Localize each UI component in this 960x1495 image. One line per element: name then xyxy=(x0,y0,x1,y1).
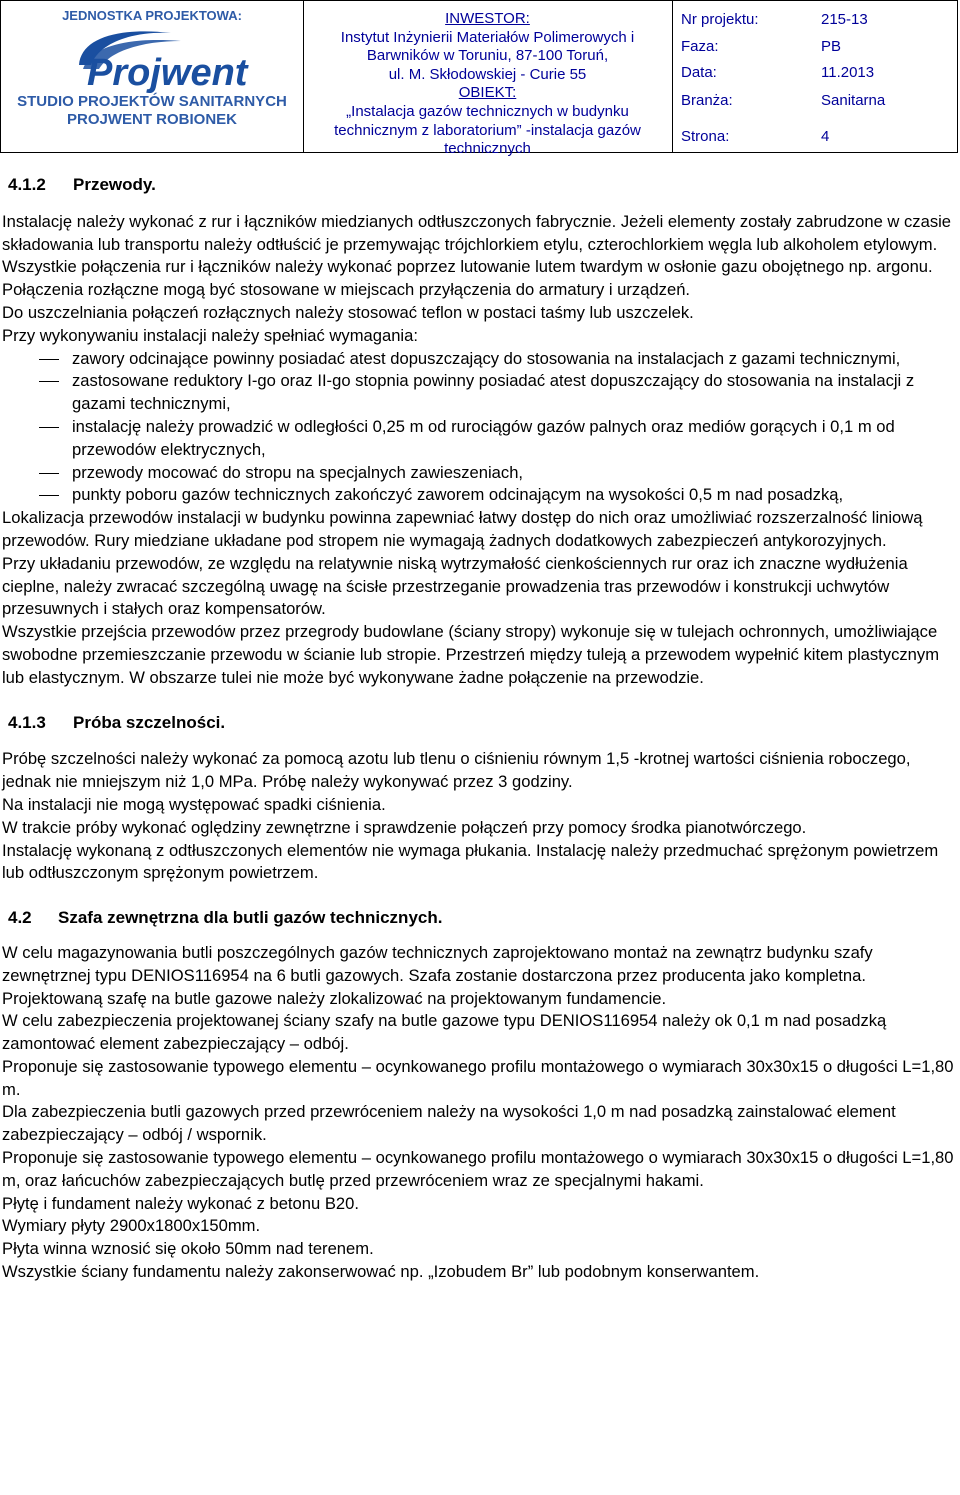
paragraph: Dla zabezpieczenia butli gazowych przed przewróceniem należy na wysokości 1,0 m nad posadzką zainstalować element zabezpieczający – odbój / wspornik. xyxy=(2,1102,896,1145)
dash-bullet xyxy=(2,416,72,462)
dash-bullet xyxy=(2,462,72,485)
paragraph: Płyta winna wznosić się około 50mm nad terenem. xyxy=(2,1239,374,1259)
company-line-1: STUDIO PROJEKTÓW SANITARNYCH xyxy=(17,93,287,110)
paragraph: Wszystkie połączenia rur i łączników należy wykonać poprzez lutowanie lutem twardym w osłonie gazu obojętnego np. argonu. Połączenia rozłączne mogą być stosowane w miejscach przyłączenia do armatury i urządzeń. xyxy=(2,257,933,300)
investor-line-2: Barwników w Toruniu, 87-100 Toruń, xyxy=(366,47,609,65)
project-meta-cell xyxy=(673,1,959,152)
paragraph: Instalację należy wykonać z rur i łączników miedzianych odtłuszczonych fabrycznie. Jeżeli elementy zostały zabrudzone w czasie składowania lub transportu należy odtłuścić je przemywając trójchlorkiem etylu, czterochlorkiem węgla lub alkoholem etylowym. xyxy=(2,211,952,254)
investor-cell xyxy=(303,1,673,158)
list-item: instalację należy prowadzić w odległości 0,25 m od rurociągów gazów palnych oraz mediów gorących i 0,1 m od przewodów elektrycznych, xyxy=(2,416,956,462)
meta-date: Data: 11.2013 xyxy=(681,64,875,81)
paragraph: W celu magazynowania butli poszczególnych gazów technicznych zaprojektowano montaż na zewnątrz budynku szafy zewnętrznej typu DENIOS116954 na 6 butli gazowych. Szafa zostanie dostarczona przez producenta jako kompletna. Projektowaną szafę na butle gazowe należy zlokalizować na projektowanym fundamencie. xyxy=(2,942,873,1008)
company-line-2: PROJWENT ROBIONEK xyxy=(66,111,237,128)
paragraph: Wszystkie ściany fundamentu należy zakonserwować np. „Izobudem Br” lub podobnym konserwantem. xyxy=(2,1262,760,1282)
paragraph: Wszystkie przejścia przewodów przez przegrody budowlane (ściany stropy) wykonuje się w tulejach ochronnych, umożliwiające swobodne przemieszczanie przewodu w ścianie lub stropie. Przestrzeń między tuleją a przewodem wypełnić kitem plastycznym lub elastycznym. W obszarze tulei nie może być wykonywane żadne połączenie na przewodzie. xyxy=(2,622,940,687)
paragraph: W celu zabezpieczenia projektowanej ściany szafy na butle gazowe typu DENIOS116954 należy ok 0,1 m nad posadzką zamontować element zabezpieczający – odbój. xyxy=(2,1011,887,1054)
section-heading-4-1-3: 4.1.3 Próba szczelności. xyxy=(8,712,226,732)
paragraph: Do uszczelniania połączeń rozłącznych należy stosować teflon w postaci taśmy lub uszczelek. xyxy=(2,302,694,322)
paragraph: Wymiary płyty 2900x1800x150mm. xyxy=(2,1216,261,1236)
paragraph: Instalację wykonaną z odtłuszczonych elementów nie wymaga płukania. Instalację należy przedmuchać sprężonym powietrzem lub odtłuszczonym sprężonym powietrzem. xyxy=(2,840,939,883)
section-heading-4-1-2: 4.1.2 Przewody. xyxy=(8,175,156,194)
section-heading-4-2: 4.2 Szafa zewnętrzna dla butli gazów technicznych. xyxy=(8,908,443,928)
paragraph: Płytę i fundament należy wykonać z betonu B20. xyxy=(2,1193,359,1213)
dash-bullet xyxy=(2,484,72,507)
object-line-2: technicznym z laboratorium” -instalacja gazów xyxy=(334,121,641,139)
projwent-logo xyxy=(61,25,251,95)
paragraph: Przy wykonywaniu instalacji należy spełniać wymagania: xyxy=(2,325,418,345)
list-item: przewody mocować do stropu na specjalnych zawieszeniach, xyxy=(2,462,956,485)
paragraph: Proponuje się zastosowanie typowego elementu – ocynkowanego profilu montażowego o wymiarach 30x30x15 o długości L=1,80 m. xyxy=(2,1056,954,1099)
paragraph: Próbę szczelności należy wykonać za pomocą azotu lub tlenu o ciśnieniu równym 1,5 -krotnej wartości ciśnienia roboczego, jednak nie mniejszym niż 1,0 MPa. Próbę należy wykonywać przez 3 godziny. xyxy=(2,749,911,792)
object-line-3: technicznych xyxy=(444,140,531,158)
company-cell xyxy=(1,1,304,152)
meta-project-number: Nr projektu: 215-13 xyxy=(681,11,868,28)
list-item: zastosowane reduktory I-go oraz II-go stopnia powinny posiadać atest dopuszczający do stosowania na instalacji z gazami technicznymi, xyxy=(2,370,956,416)
company-title: JEDNOSTKA PROJEKTOWA: xyxy=(62,8,242,23)
paragraph: Na instalacji nie mogą występować spadki ciśnienia. xyxy=(2,794,386,814)
object-label: OBIEKT: xyxy=(458,84,517,102)
paragraph: W trakcie próby wykonać oględziny zewnętrzne i sprawdzenie połączeń przy pomocy środka pianotwórczego. xyxy=(2,817,807,837)
logo-text: Projwent xyxy=(87,52,248,94)
list-item: zawory odcinające powinny posiadać atest dopuszczający do stosowania na instalacjach z gazami technicznymi, xyxy=(2,348,956,371)
meta-branch: Branża: Sanitarna xyxy=(681,92,886,109)
dash-bullet xyxy=(2,370,72,416)
list-item: punkty poboru gazów technicznych zakończyć zaworem odcinającym na wysokości 0,5 m nad posadzką, xyxy=(2,484,956,507)
investor-line-1: Instytut Inżynierii Materiałów Polimerowych i xyxy=(340,28,635,46)
document-header xyxy=(0,0,958,158)
paragraph: Lokalizacja przewodów instalacji w budynku powinna zapewniać łatwy dostęp do nich oraz umożliwiać rozszerzalność liniową przewodów. Rury miedziane układane pod stropem nie wymagają żadnych dodatkowych zabezpieczeń antykorozyjnych. xyxy=(2,508,923,550)
object-line-1: „Instalacja gazów technicznych w budynku xyxy=(346,102,629,120)
investor-line-3: ul. M. Skłodowskiej - Curie 55 xyxy=(388,65,587,83)
company-name xyxy=(1,93,303,129)
meta-phase: Faza: PB xyxy=(681,38,842,55)
investor-label: INWESTOR: xyxy=(445,10,530,27)
dash-bullet xyxy=(2,348,72,371)
paragraph: Proponuje się zastosowanie typowego elementu – ocynkowanego profilu montażowego o wymiarach 30x30x15 o długości L=1,80 m, oraz łańcuchów zabezpieczających butlę przed przewróceniem wraz ze specjalnymi hakami. xyxy=(2,1148,954,1190)
paragraph: Przy układaniu przewodów, ze względu na relatywnie niską wytrzymałość cienkościennych rur oraz ich znaczne wydłużenia cieplne, należy zwracać szczególną uwagę na ścisłe przestrzeganie prowadzenia tras przewodów i konstrukcji uchwytów przesuwnych i stałych oraz kompensatorów. xyxy=(2,553,908,619)
meta-page: Strona: 4 xyxy=(681,128,830,145)
document-body xyxy=(2,174,956,1284)
